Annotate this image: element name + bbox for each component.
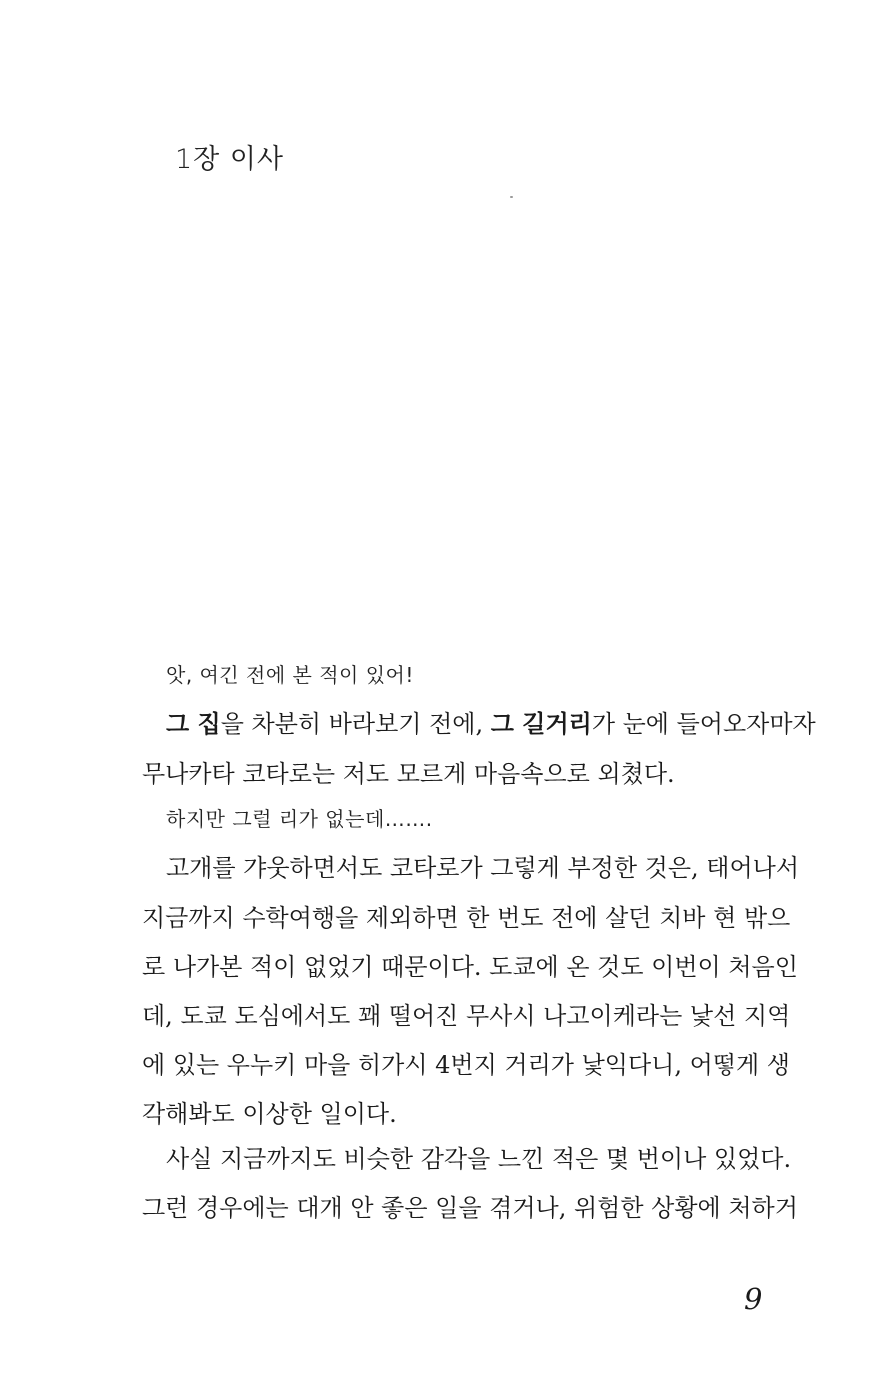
- inner-thought-1: 앗, 여긴 전에 본 적이 있어!: [166, 663, 414, 687]
- paragraph-2-line-3: 로 나가본 적이 없었기 때문이다. 도쿄에 온 것도 이번이 처음인: [142, 953, 798, 981]
- paragraph-2-line-4: 데, 도쿄 도심에서도 꽤 떨어진 무사시 나고이케라는 낯선 지역: [142, 1002, 791, 1030]
- emphasis-house: 그 집: [166, 710, 221, 738]
- chapter-title: 1장 이사: [175, 144, 285, 175]
- print-speck: [510, 196, 513, 198]
- text-segment: 을 차분히 바라보기 전에,: [220, 710, 491, 738]
- page-number: 9: [744, 1282, 763, 1316]
- paragraph-2-line-6: 각해봐도 이상한 일이다.: [142, 1100, 397, 1128]
- inner-thought-2: 하지만 그럴 리가 없는데…….: [166, 807, 433, 831]
- emphasis-street: 그 길거리: [490, 710, 592, 738]
- paragraph-2-line-1: 고개를 갸웃하면서도 코타로가 그렇게 부정한 것은, 태어나서: [166, 854, 800, 882]
- paragraph-3-line-1: 사실 지금까지도 비슷한 감각을 느낀 적은 몇 번이나 있었다.: [166, 1145, 792, 1173]
- paragraph-1-line-2: 무나카타 코타로는 저도 모르게 마음속으로 외쳤다.: [142, 760, 675, 788]
- text-segment: 가 눈에 들어오자마자: [591, 710, 816, 738]
- paragraph-2-line-2: 지금까지 수학여행을 제외하면 한 번도 전에 살던 치바 현 밖으: [142, 904, 791, 932]
- paragraph-1-line-1: [166, 704, 816, 739]
- paragraph-3-line-2: 그런 경우에는 대개 안 좋은 일을 겪거나, 위험한 상황에 처하거: [142, 1194, 798, 1222]
- paragraph-2-line-5: 에 있는 우누키 마을 히가시 4번지 거리가 낯익다니, 어떻게 생: [142, 1051, 790, 1079]
